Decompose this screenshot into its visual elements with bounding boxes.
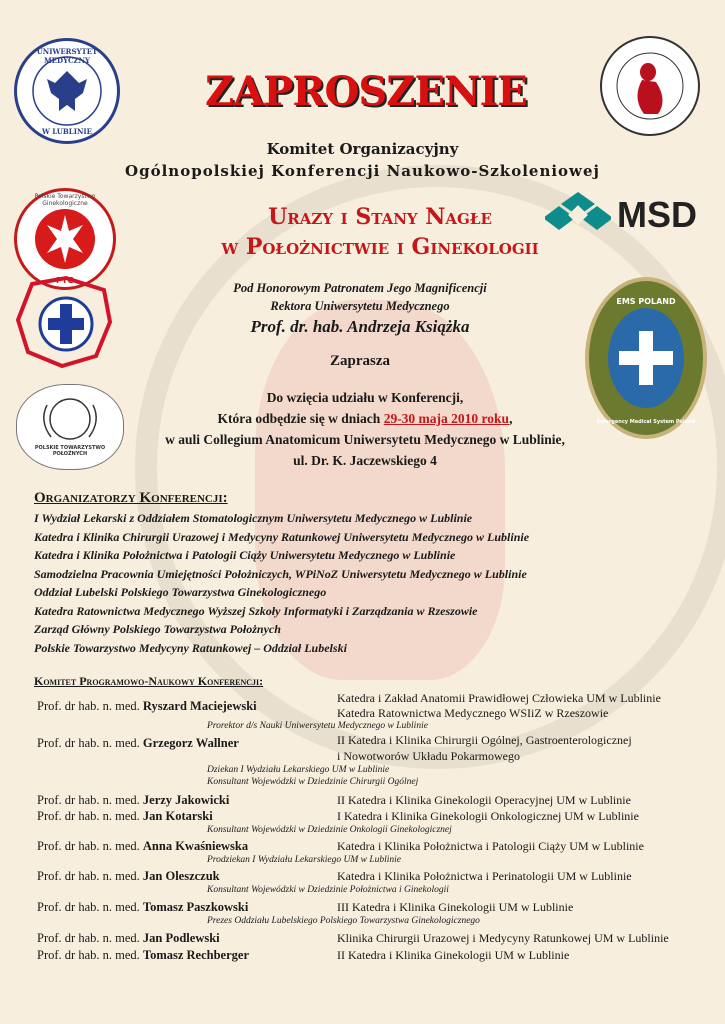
committee-member bbox=[37, 931, 220, 946]
member-title: Prof. dr hab. n. med. bbox=[37, 931, 140, 945]
msd-logo-text: MSD bbox=[617, 194, 697, 235]
organizer-item: Katedra i Klinika Chirurgii Urazowej i Medycyny Ratunkowej Uniwersytetu Medycznego w Lublinie bbox=[34, 529, 530, 544]
member-name: Jerzy Jakowicki bbox=[142, 793, 230, 807]
ems-poland-logo-text: EMS POLAND bbox=[616, 297, 676, 306]
member-name: Grzegorz Wallner bbox=[142, 736, 239, 750]
info-line2 bbox=[100, 408, 630, 429]
organizers-list bbox=[34, 509, 529, 657]
patron-line1: Pod Honorowym Patronatem Jego Magnificencji bbox=[233, 281, 487, 295]
committee-member bbox=[37, 699, 257, 714]
member-affiliation: III Katedra i Klinika Ginekologii UM w Lublinie bbox=[337, 900, 574, 914]
member-name: Jan Oleszczuk bbox=[142, 869, 220, 883]
um-lublin-logo bbox=[14, 38, 120, 144]
member-affiliation: II Katedra i Klinika Chirurgii Ogólnej, Gastroenterologicznej bbox=[337, 733, 632, 747]
conference-title-1: Urazy i Stany Nagłe bbox=[268, 204, 492, 230]
committee-line2: Ogólnopolskiej Konferencji Naukowo-Szkoleniowej bbox=[125, 162, 600, 180]
member-affiliation: Katedra i Zakład Anatomii Prawidłowej Człowieka UM w Lublinie bbox=[337, 691, 661, 705]
info-line2-text: Która odbędzie się w dniach bbox=[217, 411, 384, 426]
member-name: Jan Kotarski bbox=[142, 809, 213, 823]
organizer-item: Oddział Lubelski Polskiego Towarzystwa Ginekologicznego bbox=[34, 585, 327, 599]
committee-line1: Komitet Organizacyjny bbox=[266, 140, 459, 158]
ptg-logo-text: Polskie Towarzystwo Ginekologiczne bbox=[34, 193, 96, 207]
emergency-medicine-logo bbox=[12, 274, 120, 370]
program-committee-heading: Komitet Programowo-Naukowy Konferencji: bbox=[34, 674, 264, 688]
committee-member bbox=[37, 809, 213, 824]
conference-title-2: w Położnictwie i Ginekologii bbox=[221, 234, 539, 260]
invites-label: Zaprasza bbox=[330, 353, 390, 369]
committee-member bbox=[37, 869, 220, 884]
patron-name: Prof. dr. hab. Andrzeja Książka bbox=[250, 317, 470, 336]
member-name: Tomasz Rechberger bbox=[142, 948, 250, 962]
member-title: Prof. dr hab. n. med. bbox=[37, 900, 140, 914]
member-note: Konsultant Wojewódzki w Dziedzinie Położnictwa i Ginekologii bbox=[207, 885, 449, 895]
member-note: Prorektor d/s Nauki Uniwersytetu Medycznego w Lublinie bbox=[207, 721, 428, 731]
member-note: Dziekan I Wydziału Lekarskiego UM w Lublinie bbox=[207, 765, 390, 775]
member-name: Tomasz Paszkowski bbox=[142, 900, 249, 914]
member-affiliation: Klinika Chirurgii Urazowej i Medycyny Ratunkowej UM w Lublinie bbox=[337, 931, 669, 945]
member-affiliation: Katedra Ratownictwa Medycznego WSIiZ w Rzeszowie bbox=[337, 706, 609, 720]
organizer-item: Zarząd Główny Polskiego Towarzystwa Położnych bbox=[34, 622, 281, 636]
ems-poland-logo-subtext: Emergency Medical System Poland bbox=[596, 419, 696, 425]
member-name: Anna Kwaśniewska bbox=[142, 839, 249, 853]
info-line1: Do wzięcia udziału w Konferencji, bbox=[266, 390, 464, 405]
ptg-logo-abbr: PTG bbox=[56, 276, 74, 285]
organizer-item: I Wydział Lekarski z Oddziałem Stomatologicznym Uniwersytetu Medycznego w Lublinie bbox=[34, 511, 473, 525]
committee-member bbox=[37, 839, 248, 854]
um-lublin-logo-text: UNIWERSYTET MEDYCZNY bbox=[36, 47, 98, 65]
member-affiliation: I Katedra i Klinika Ginekologii Onkologicznej UM w Lublinie bbox=[337, 809, 639, 823]
member-title: Prof. dr hab. n. med. bbox=[37, 793, 140, 807]
ptp-logo-text: POLSKIE TOWARZYSTWO POŁOŻNYCH bbox=[34, 445, 106, 457]
conference-date: 29-30 maja 2010 roku bbox=[383, 411, 510, 426]
um-lublin-logo-subtext: W LUBLINIE bbox=[41, 127, 93, 136]
organizer-item: Samodzielna Pracownia Umiejętności Położniczych, WPiNoZ Uniwersytetu Medycznego w Lublinie bbox=[34, 566, 527, 581]
member-affiliation: Katedra i Klinika Położnictwa i Perinatologii UM w Lublinie bbox=[337, 869, 632, 883]
committee-member bbox=[37, 900, 248, 915]
committee-member bbox=[37, 948, 249, 963]
organizers-heading: Organizatorzy Konferencji: bbox=[34, 490, 228, 506]
organizer-item: Polskie Towarzystwo Medycyny Ratunkowej – Oddział Lubelski bbox=[34, 640, 347, 655]
obstetric-society-logo bbox=[600, 36, 700, 136]
member-affiliation: II Katedra i Klinika Ginekologii UM w Lublinie bbox=[337, 948, 570, 962]
member-name: Jan Podlewski bbox=[142, 931, 220, 945]
member-note: Konsultant Wojewódzki w Dziedzinie Chirurgii Ogólnej bbox=[207, 777, 419, 787]
member-note: Prezes Oddziału Lubelskiego Polskiego Towarzystwa Ginekologicznego bbox=[207, 916, 480, 926]
member-affiliation: Katedra i Klinika Położnictwa i Patologii Ciąży UM w Lublinie bbox=[337, 839, 644, 853]
member-affiliation: i Nowotworów Układu Pokarmowego bbox=[337, 749, 520, 763]
info-line4: ul. Dr. K. Jaczewskiego 4 bbox=[293, 453, 437, 468]
info-line2-end: , bbox=[509, 411, 513, 426]
member-title: Prof. dr hab. n. med. bbox=[37, 839, 140, 853]
member-title: Prof. dr hab. n. med. bbox=[37, 736, 140, 750]
member-title: Prof. dr hab. n. med. bbox=[37, 869, 140, 883]
member-note: Konsultant Wojewódzki w Dziedzinie Onkologii Ginekologicznej bbox=[207, 825, 452, 835]
patron-line2: Rektora Uniwersytetu Medycznego bbox=[270, 299, 450, 313]
member-name: Ryszard Maciejewski bbox=[142, 699, 257, 713]
member-note: Prodziekan I Wydziału Lekarskiego UM w Lublinie bbox=[207, 855, 402, 865]
committee-member bbox=[37, 736, 239, 751]
page-title: ZAPROSZENIE bbox=[205, 68, 527, 115]
member-title: Prof. dr hab. n. med. bbox=[37, 809, 140, 823]
member-affiliation: II Katedra i Klinika Ginekologii Operacyjnej UM w Lublinie bbox=[337, 793, 631, 807]
member-title: Prof. dr hab. n. med. bbox=[37, 699, 140, 713]
organizer-item: Katedra Ratownictwa Medycznego Wyższej Szkoły Informatyki i Zarządzania w Rzeszowie bbox=[34, 603, 478, 618]
committee-member bbox=[37, 793, 229, 808]
organizer-item: Katedra i Klinika Położnictwa i Patologii Ciąży Uniwersytetu Medycznego w Lublinie bbox=[34, 548, 456, 562]
member-title: Prof. dr hab. n. med. bbox=[37, 948, 140, 962]
info-line3: w auli Collegium Anatomicum Uniwersytetu Medycznego w Lublinie, bbox=[165, 432, 565, 447]
